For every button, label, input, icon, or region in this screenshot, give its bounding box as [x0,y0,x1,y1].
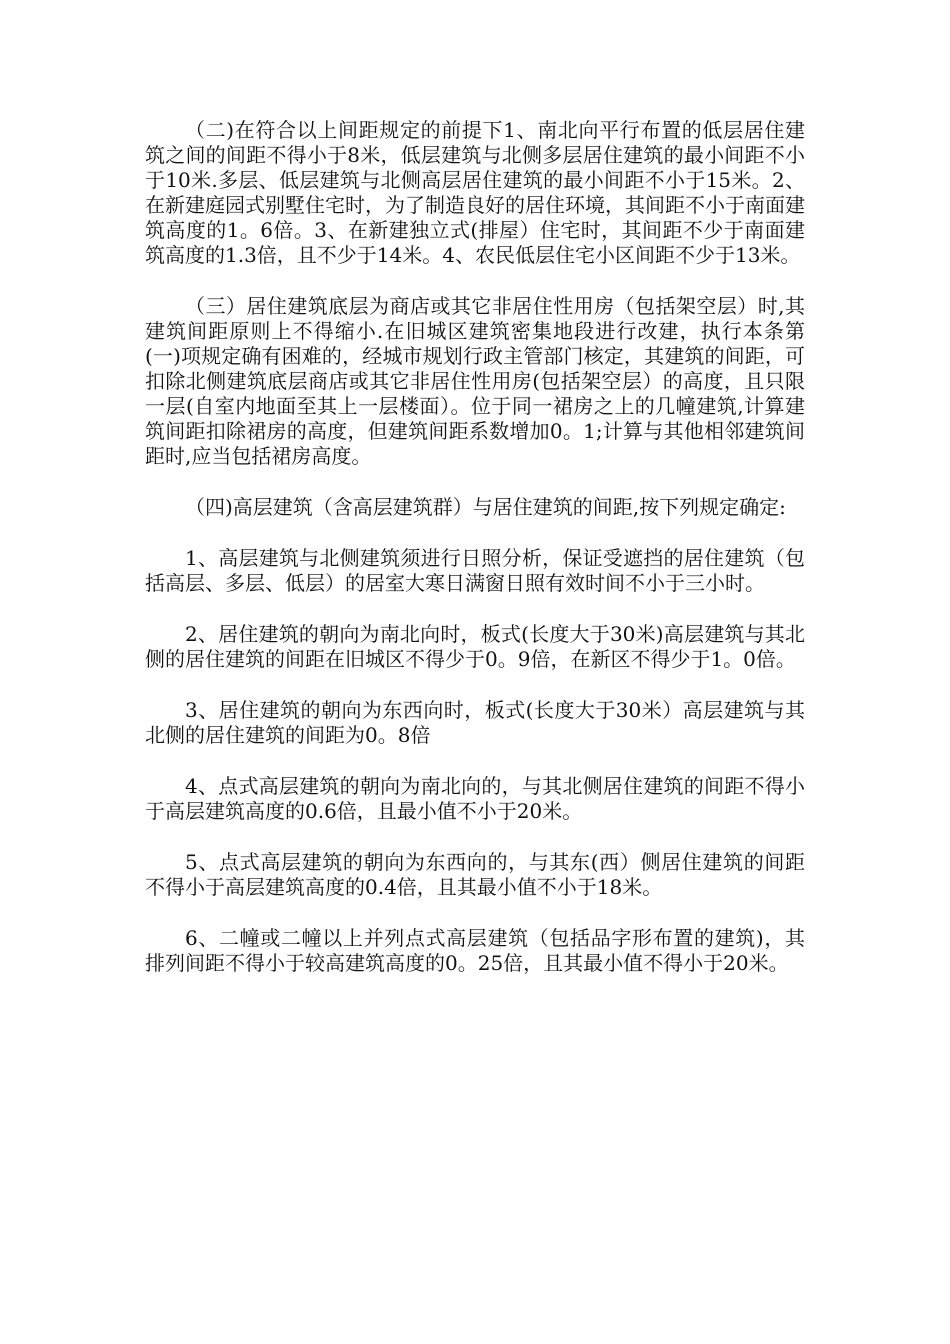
paragraph-item-5: 5、点式高层建筑的朝向为东西向的，与其东(西）侧居住建筑的间距不得小于高层建筑高度的0.4倍，且其最小值不小于18米。 [145,850,805,899]
paragraph-section-3: （三）居住建筑底层为商店或其它非居住性用房（包括架空层）时,其建筑间距原则上不得缩小.在旧城区建筑密集地段进行改建，执行本条第(一)项规定确有困难的，经城市规划行政主管部门核定，其建筑的间距，可扣除北侧建筑底层商店或其它非居住性用房(包括架空层）的高度，且只限一层(自室内地面至其上一层楼面）。位于同一裙房之上的几幢建筑,计算建筑间距扣除裙房的高度，但建筑间距系数增加0。1;计算与其他相邻建筑间距时,应当包括裙房高度。 [145,294,805,468]
paragraph-item-6: 6、二幢或二幢以上并列点式高层建筑（包括品字形布置的建筑)，其排列间距不得小于较高建筑高度的0。25倍，且其最小值不得小于20米。 [145,926,805,975]
paragraph-item-3: 3、居住建筑的朝向为东西向时，板式(长度大于30米）高层建筑与其北侧的居住建筑的间距为0。8倍 [145,698,805,747]
paragraph-section-2: （二)在符合以上间距规定的前提下1、南北向平行布置的低层居住建筑之间的间距不得小于8米，低层建筑与北侧多层居住建筑的最小间距不小于10米.多层、低层建筑与北侧高层居住建筑的最小间距不小于15米。2、在新建庭园式别墅住宅时，为了制造良好的居住环境，其间距不小于南面建筑高度的1。6倍。3、在新建独立式(排屋）住宅时，其间距不少于南面建筑高度的1.3倍，且不少于14米。4、农民低层住宅小区间距不少于13米。 [145,118,805,267]
paragraph-section-4-intro: （四)高层建筑（含高层建筑群）与居住建筑的间距,按下列规定确定: [185,495,786,519]
paragraph-item-2: 2、居住建筑的朝向为南北向时，板式(长度大于30米)高层建筑与其北侧的居住建筑的间距在旧城区不得少于0。9倍，在新区不得少于1。0倍。 [145,622,805,671]
paragraph-item-1: 1、高层建筑与北侧建筑须进行日照分析，保证受遮挡的居住建筑（包括高层、多层、低层）的居室大寒日满窗日照有效时间不小于三小时。 [145,546,805,595]
document-page [145,118,805,1002]
paragraph-item-4: 4、点式高层建筑的朝向为南北向的，与其北侧居住建筑的间距不得小于高层建筑高度的0.6倍，且最小值不小于20米。 [145,774,805,823]
